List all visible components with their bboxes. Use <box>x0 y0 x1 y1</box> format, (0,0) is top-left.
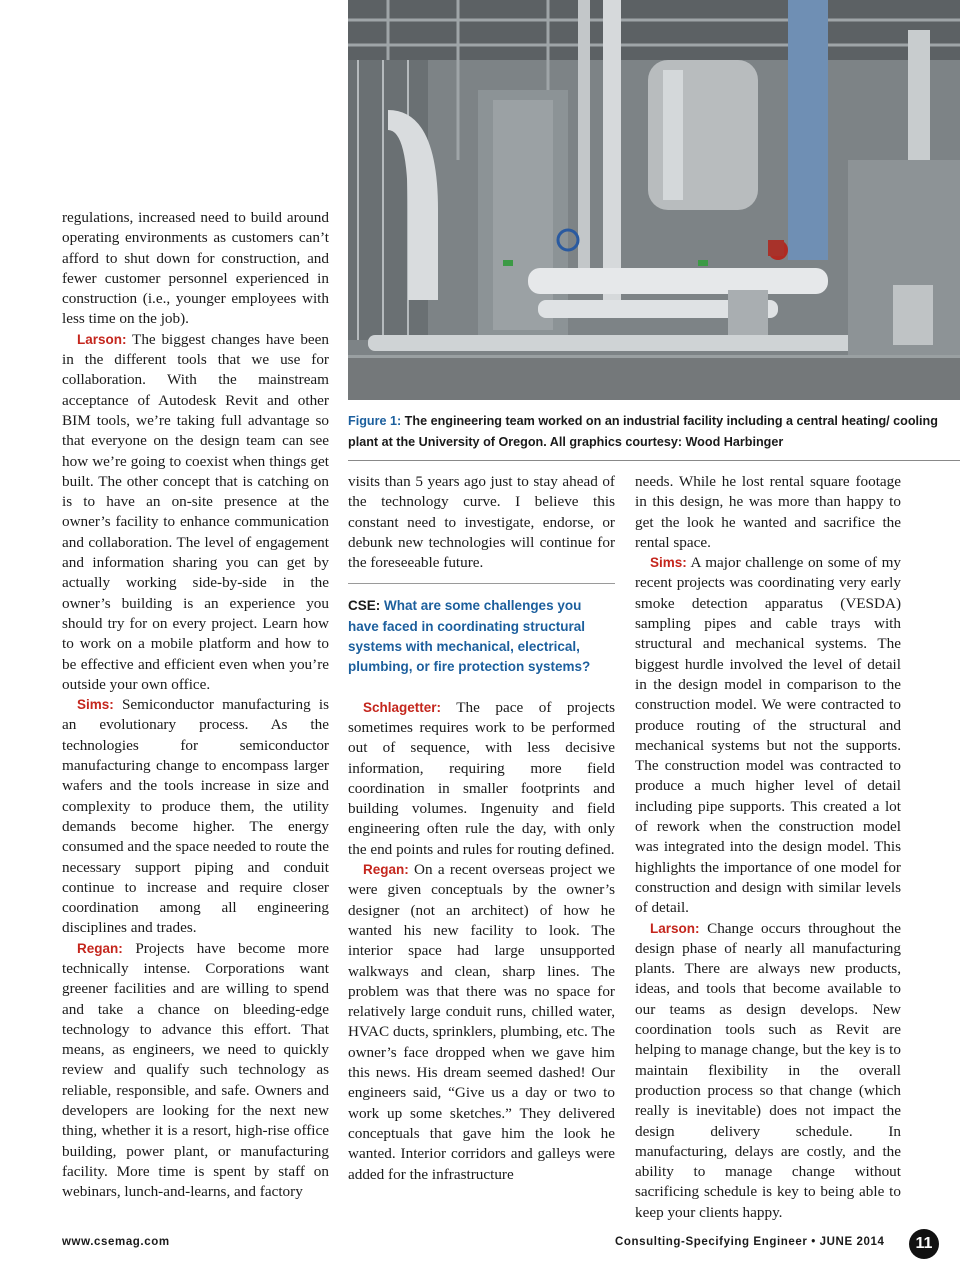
interview-question <box>348 596 615 677</box>
footer-publication: Consulting-Specifying Engineer • JUNE 2014 <box>615 1236 885 1248</box>
paragraph-text: The pace of projects sometimes requires work to be performed out of sequence, with less decisive information, requiring more field coordination in smaller footprints and building volumes. Ingenuity and field engineering often rule the day, with only the end points and rules for routing defined. <box>348 698 615 858</box>
paragraph <box>62 695 329 939</box>
column-2 <box>348 472 615 1185</box>
paragraph <box>348 698 615 860</box>
question-divider <box>348 583 615 584</box>
speaker-name: Sims: <box>77 697 114 713</box>
speaker-name: Larson: <box>650 920 700 936</box>
paragraph <box>62 939 329 1203</box>
paragraph-text: Projects have become more technically intense. Corporations want greener facilities and are willing to spend and take a chance on bleeding-edge technology to advance this effort. That means, as engineers, we need to quickly review and qualify such technology as reliable, responsible, and safe. Owners and developers are looking for the next new thing, whether it is a resort, high-rise office building, power plant, or manufacturing facility. More time is spent by staff on webinars, lunch-and-learns, and factory <box>62 939 329 1201</box>
figure-caption <box>348 411 948 452</box>
paragraph-text: Change occurs throughout the design phase of nearly all manufacturing plants. There are always new products, ideas, and tools that become available to our teams as design develops. New coordination tools such as Revit are helping to manage change, but the key is to maintain flexibility in the overall production process so that change (which really is inevitable) does not impact the design delivery schedule. In manufacturing, delays are costly, and the ability to manage change without sacrificing schedule is key to being able to keep your clients happy. <box>635 919 901 1221</box>
plant-photo <box>348 0 960 400</box>
paragraph <box>62 330 329 695</box>
paragraph: needs. While he lost rental square footage in this design, he was more than happy to get the look he wanted and sacrifice the rental space. <box>635 473 901 551</box>
paragraph <box>348 860 615 1185</box>
plant-illustration <box>348 0 960 400</box>
speaker-name: Schlagetter: <box>363 699 442 715</box>
speaker-name: Regan: <box>363 862 409 878</box>
paragraph: visits than 5 years ago just to stay ahead of the technology curve. I believe this constant need to investigate, endorse, or debunk new technologies will continue for the foreseeable future. <box>348 473 615 572</box>
paragraph: regulations, increased need to build around operating environments as customers can’t afford to shut down for construction, and fewer customer personnel experienced in construction (i.e., younger employees with less time on the job). <box>62 209 329 328</box>
question-label: CSE: <box>348 598 381 614</box>
speaker-name: Sims: <box>650 555 687 571</box>
footer-website[interactable]: www.csemag.com <box>62 1236 170 1248</box>
speaker-name: Regan: <box>77 940 123 956</box>
paragraph <box>635 553 901 918</box>
question-text: What are some challenges you have faced in coordinating structural systems with mechanical, electrical, plumbing, or fire protection systems? <box>348 598 591 675</box>
column-3 <box>635 472 901 1223</box>
paragraph-text: Semiconductor manufacturing is an evolutionary process. As the technologies for semiconductor manufacturing change to encompass larger wafers and the tools increase in size and complexity to produce them, the utility demands become higher. The energy consumed and the space needed to route the necessary support piping and conduit continue to increase and require closer coordination among all engineering disciplines and trades. <box>62 696 329 937</box>
figure-caption-text: The engineering team worked on an industrial facility including a central heating/ cooling plant at the University of Oregon. All graphics courtesy: Wood Harbinger <box>348 414 938 449</box>
column-1 <box>62 208 329 1203</box>
speaker-name: Larson: <box>77 331 127 347</box>
paragraph <box>635 919 901 1223</box>
figure-label: Figure 1: <box>348 414 402 428</box>
caption-divider <box>348 460 960 461</box>
page-number: 11 <box>909 1229 939 1259</box>
paragraph-text: A major challenge on some of my recent projects was coordinating very early smoke detection apparatus (VESDA) sampling pipes and cable trays with structural and mechanical systems. The biggest hurdle involved the level of detail in the design model in comparison to the construction model. We were contracted to produce routing of the structural and mechanical systems but not the supports. The construction model was contracted to produce a much higher level of detail including pipe supports. This created a lot of rework when the construction model was integrated into the design model. This highlights the importance of one model for construction and design with similar levels of detail. <box>635 554 901 917</box>
paragraph-text: The biggest changes have been in the different tools that we use for collaboration. With the mainstream acceptance of Autodesk Revit and other BIM tools, we’re taking full advantage so that everyone on the design team can see how we’re going to coexist when things get built. The other concept that is catching on is to have an on-site presence at the owner’s facility to enhance communication and collaboration. The level of engagement and information sharing you can get by actually working side-by-side in the owner’s building is an experience you should try for on every project. Learn how to work on a mobile platform and how to be effective and efficient even when you’re outside your own office. <box>62 330 329 693</box>
paragraph-text: On a recent overseas project we were given conceptuals by the owner’s designer (not an architect) of how he wanted his new facility to look. The interior space had large unsupported walkways and clean, sharp lines. The problem was that there was no space for relatively large conduit runs, chilled water, HVAC ducts, sprinklers, plumbing, etc. The owner’s face dropped when we gave him this news. His dream seemed dashed! Our engineers said, “Give us a day or two to work up some sketches.” They delivered conceptuals that gave him the look he wanted. Interior corridors and galleys were added for the infrastructure <box>348 861 615 1183</box>
